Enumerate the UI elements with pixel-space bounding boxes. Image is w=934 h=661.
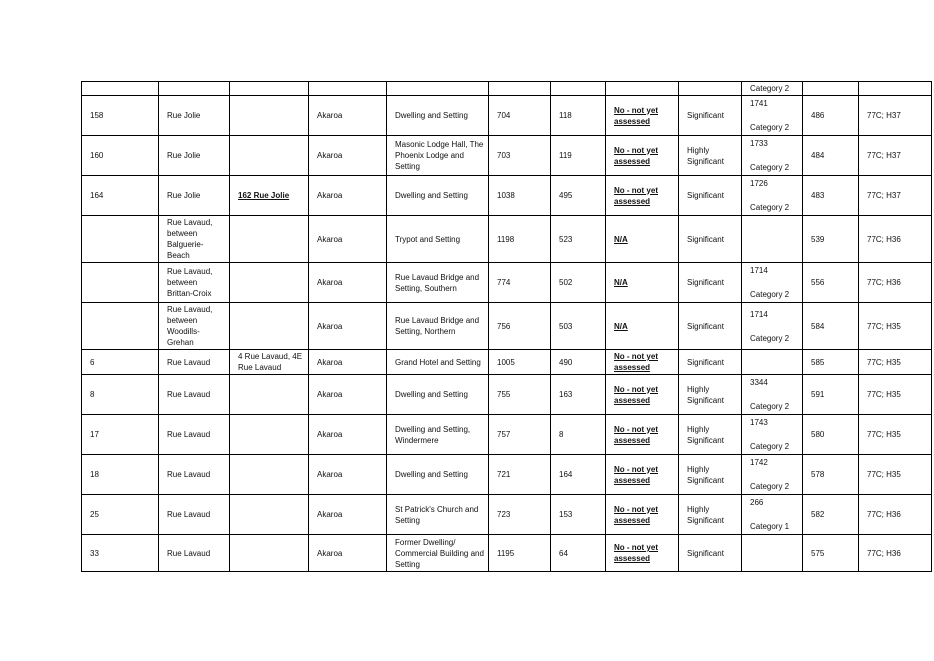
nz-heritage-category-cell [742, 176, 803, 216]
heritage-item-name-cell: Former Dwelling/ Commercial Building and Setting [387, 535, 489, 572]
heritage-item-name-cell: Trypot and Setting [387, 216, 489, 263]
heritage-item-name-cell: Rue Lavaud Bridge and Setting, Northern [387, 303, 489, 350]
nz-heritage-category-cell [742, 96, 803, 136]
town-cell: Akaroa [309, 375, 387, 415]
heritage-item-number-cell: 703 [489, 136, 551, 176]
heritage-category: Category 2 [750, 442, 790, 451]
alternate-address-cell [230, 455, 309, 495]
table-row [82, 176, 932, 216]
map-number-cell: 575 [803, 535, 859, 572]
heritage-assessment-number-cell: 502 [551, 263, 606, 303]
nz-heritage-category-cell [742, 303, 803, 350]
map-number-cell: 539 [803, 216, 859, 263]
table-row [82, 303, 932, 350]
heritage-assessment-number-cell: 64 [551, 535, 606, 572]
assessment-status-cell: No - not yet assessed [606, 455, 679, 495]
nz-heritage-category-cell [742, 216, 803, 263]
item-number-cell [82, 216, 159, 263]
table-row [82, 455, 932, 495]
heritage-item-number-cell: 1038 [489, 176, 551, 216]
map-number-cell: 585 [803, 350, 859, 375]
nz-heritage-category-cell [742, 415, 803, 455]
heritage-category: Category 2 [750, 402, 790, 411]
planning-map-ref-cell: 77C; H37 [859, 136, 932, 176]
nz-heritage-category-cell [742, 495, 803, 535]
significance-cell: Significant [679, 216, 742, 263]
significance-cell: Highly Significant [679, 415, 742, 455]
significance-cell: Highly Significant [679, 375, 742, 415]
cell [82, 82, 159, 96]
town-cell: Akaroa [309, 303, 387, 350]
heritage-list-number: 266 [750, 498, 764, 507]
significance-cell: Significant [679, 176, 742, 216]
alternate-address-cell [230, 303, 309, 350]
map-number-cell: 486 [803, 96, 859, 136]
street-cell: Rue Jolie [159, 176, 230, 216]
item-number-cell: 160 [82, 136, 159, 176]
heritage-assessment-number-cell: 8 [551, 415, 606, 455]
table-row [82, 415, 932, 455]
alternate-address-cell [230, 495, 309, 535]
table-row [82, 263, 932, 303]
significance-cell: Significant [679, 303, 742, 350]
heritage-item-name-cell: Dwelling and Setting [387, 96, 489, 136]
cell [159, 82, 230, 96]
heritage-category: Category 2 [750, 163, 790, 172]
table-row [82, 350, 932, 375]
town-cell: Akaroa [309, 96, 387, 136]
significance-cell: Highly Significant [679, 136, 742, 176]
planning-map-ref-cell: 77C; H35 [859, 455, 932, 495]
heritage-category: Category 1 [750, 522, 790, 531]
cell [859, 82, 932, 96]
heritage-item-name-cell: Dwelling and Setting, Windermere [387, 415, 489, 455]
item-number-cell: 33 [82, 535, 159, 572]
alternate-address-cell: 4 Rue Lavaud, 4E Rue Lavaud [230, 350, 309, 375]
planning-map-ref-cell: 77C; H36 [859, 216, 932, 263]
heritage-item-number-cell: 704 [489, 96, 551, 136]
nz-heritage-category-cell [742, 535, 803, 572]
map-number-cell: 584 [803, 303, 859, 350]
heritage-item-number-cell: 721 [489, 455, 551, 495]
town-cell: Akaroa [309, 136, 387, 176]
cell [230, 82, 309, 96]
significance-cell: Highly Significant [679, 455, 742, 495]
heritage-assessment-number-cell: 523 [551, 216, 606, 263]
significance-cell: Significant [679, 263, 742, 303]
alternate-address-cell [230, 136, 309, 176]
assessment-status-cell: No - not yet assessed [606, 535, 679, 572]
nz-heritage-category-cell [742, 263, 803, 303]
table-row [82, 216, 932, 263]
heritage-item-number-cell: 1198 [489, 216, 551, 263]
heritage-category: Category 2 [750, 123, 790, 132]
item-number-cell: 25 [82, 495, 159, 535]
nz-heritage-category-cell [742, 375, 803, 415]
nz-heritage-category-cell [742, 455, 803, 495]
heritage-item-name-cell: St Patrick's Church and Setting [387, 495, 489, 535]
map-number-cell: 556 [803, 263, 859, 303]
alternate-address-cell [230, 216, 309, 263]
table-row [82, 96, 932, 136]
map-number-cell: 483 [803, 176, 859, 216]
street-cell: Rue Lavaud, between Woodills-Grehan [159, 303, 230, 350]
street-cell: Rue Lavaud, between Brittan-Croix [159, 263, 230, 303]
assessment-status-cell: No - not yet assessed [606, 415, 679, 455]
item-number-cell: 17 [82, 415, 159, 455]
heritage-item-number-cell: 756 [489, 303, 551, 350]
town-cell: Akaroa [309, 263, 387, 303]
heritage-item-number-cell: 774 [489, 263, 551, 303]
cell [803, 82, 859, 96]
map-number-cell: 582 [803, 495, 859, 535]
heritage-assessment-number-cell: 163 [551, 375, 606, 415]
table-row [82, 495, 932, 535]
street-cell: Rue Lavaud [159, 495, 230, 535]
assessment-status-cell: No - not yet assessed [606, 136, 679, 176]
assessment-status-cell: No - not yet assessed [606, 176, 679, 216]
table-row-continuation [82, 82, 932, 96]
alternate-address-cell [230, 375, 309, 415]
cell [606, 82, 679, 96]
heritage-item-name-cell: Dwelling and Setting [387, 455, 489, 495]
planning-map-ref-cell: 77C; H37 [859, 176, 932, 216]
heritage-list-number: 1742 [750, 458, 768, 467]
assessment-status-cell: No - not yet assessed [606, 375, 679, 415]
heritage-item-number-cell: 757 [489, 415, 551, 455]
assessment-status-cell: N/A [606, 263, 679, 303]
significance-cell: Highly Significant [679, 495, 742, 535]
heritage-item-name-cell: Rue Lavaud Bridge and Setting, Southern [387, 263, 489, 303]
heritage-list-number: 1726 [750, 179, 768, 188]
table-row [82, 535, 932, 572]
assessment-status-cell: No - not yet assessed [606, 350, 679, 375]
item-number-cell: 8 [82, 375, 159, 415]
map-number-cell: 484 [803, 136, 859, 176]
item-number-cell: 6 [82, 350, 159, 375]
planning-map-ref-cell: 77C; H35 [859, 375, 932, 415]
alternate-address-cell [230, 415, 309, 455]
alternate-address-cell: 162 Rue Jolie [230, 176, 309, 216]
heritage-category: Category 2 [750, 203, 790, 212]
town-cell: Akaroa [309, 415, 387, 455]
alternate-address-cell [230, 263, 309, 303]
heritage-list-number: 1714 [750, 309, 768, 319]
street-cell: Rue Jolie [159, 136, 230, 176]
heritage-assessment-number-cell: 118 [551, 96, 606, 136]
town-cell: Akaroa [309, 535, 387, 572]
planning-map-ref-cell: 77C; H35 [859, 350, 932, 375]
category-cell: Category 2 [742, 82, 803, 96]
heritage-list-number: 1743 [750, 418, 768, 427]
significance-cell: Significant [679, 535, 742, 572]
town-cell: Akaroa [309, 495, 387, 535]
assessment-status-cell: No - not yet assessed [606, 495, 679, 535]
planning-map-ref-cell: 77C; H36 [859, 535, 932, 572]
street-cell: Rue Lavaud, between Balguerie-Beach [159, 216, 230, 263]
alternate-address-cell [230, 96, 309, 136]
town-cell: Akaroa [309, 176, 387, 216]
heritage-category: Category 2 [750, 333, 790, 343]
heritage-item-number-cell: 723 [489, 495, 551, 535]
cell [309, 82, 387, 96]
heritage-category: Category 2 [750, 290, 790, 299]
planning-map-ref-cell: 77C; H36 [859, 263, 932, 303]
heritage-category: Category 2 [750, 482, 790, 491]
significance-cell: Significant [679, 96, 742, 136]
item-number-cell: 164 [82, 176, 159, 216]
nz-heritage-category-cell [742, 136, 803, 176]
assessment-status-cell: N/A [606, 216, 679, 263]
heritage-item-name-cell: Masonic Lodge Hall, The Phoenix Lodge and Setting [387, 136, 489, 176]
street-cell: Rue Lavaud [159, 535, 230, 572]
nz-heritage-category-cell [742, 350, 803, 375]
cell [679, 82, 742, 96]
heritage-item-number-cell: 1195 [489, 535, 551, 572]
town-cell: Akaroa [309, 350, 387, 375]
heritage-item-number-cell: 755 [489, 375, 551, 415]
alternate-address-cell [230, 535, 309, 572]
town-cell: Akaroa [309, 455, 387, 495]
cell [551, 82, 606, 96]
street-cell: Rue Lavaud [159, 350, 230, 375]
item-number-cell: 158 [82, 96, 159, 136]
map-number-cell: 591 [803, 375, 859, 415]
cell [489, 82, 551, 96]
item-number-cell [82, 303, 159, 350]
heritage-assessment-number-cell: 119 [551, 136, 606, 176]
heritage-item-name-cell: Dwelling and Setting [387, 375, 489, 415]
street-cell: Rue Jolie [159, 96, 230, 136]
item-number-cell [82, 263, 159, 303]
table-row [82, 375, 932, 415]
heritage-assessment-number-cell: 490 [551, 350, 606, 375]
item-number-cell: 18 [82, 455, 159, 495]
town-cell: Akaroa [309, 216, 387, 263]
street-cell: Rue Lavaud [159, 415, 230, 455]
table-row [82, 136, 932, 176]
heritage-assessment-number-cell: 153 [551, 495, 606, 535]
street-cell: Rue Lavaud [159, 455, 230, 495]
map-number-cell: 578 [803, 455, 859, 495]
heritage-item-name-cell: Dwelling and Setting [387, 176, 489, 216]
heritage-list-number: 1733 [750, 139, 768, 148]
cell [387, 82, 489, 96]
planning-map-ref-cell: 77C; H35 [859, 415, 932, 455]
heritage-list-number: 1741 [750, 99, 768, 108]
planning-map-ref-cell: 77C; H35 [859, 303, 932, 350]
significance-cell: Significant [679, 350, 742, 375]
heritage-list-number: 3344 [750, 378, 768, 387]
heritage-assessment-number-cell: 164 [551, 455, 606, 495]
heritage-item-name-cell: Grand Hotel and Setting [387, 350, 489, 375]
heritage-schedule-table [81, 81, 932, 572]
heritage-assessment-number-cell: 503 [551, 303, 606, 350]
assessment-status-cell: No - not yet assessed [606, 96, 679, 136]
heritage-item-number-cell: 1005 [489, 350, 551, 375]
street-cell: Rue Lavaud [159, 375, 230, 415]
planning-map-ref-cell: 77C; H37 [859, 96, 932, 136]
heritage-list-number: 1714 [750, 266, 768, 275]
heritage-assessment-number-cell: 495 [551, 176, 606, 216]
planning-map-ref-cell: 77C; H36 [859, 495, 932, 535]
map-number-cell: 580 [803, 415, 859, 455]
assessment-status-cell: N/A [606, 303, 679, 350]
